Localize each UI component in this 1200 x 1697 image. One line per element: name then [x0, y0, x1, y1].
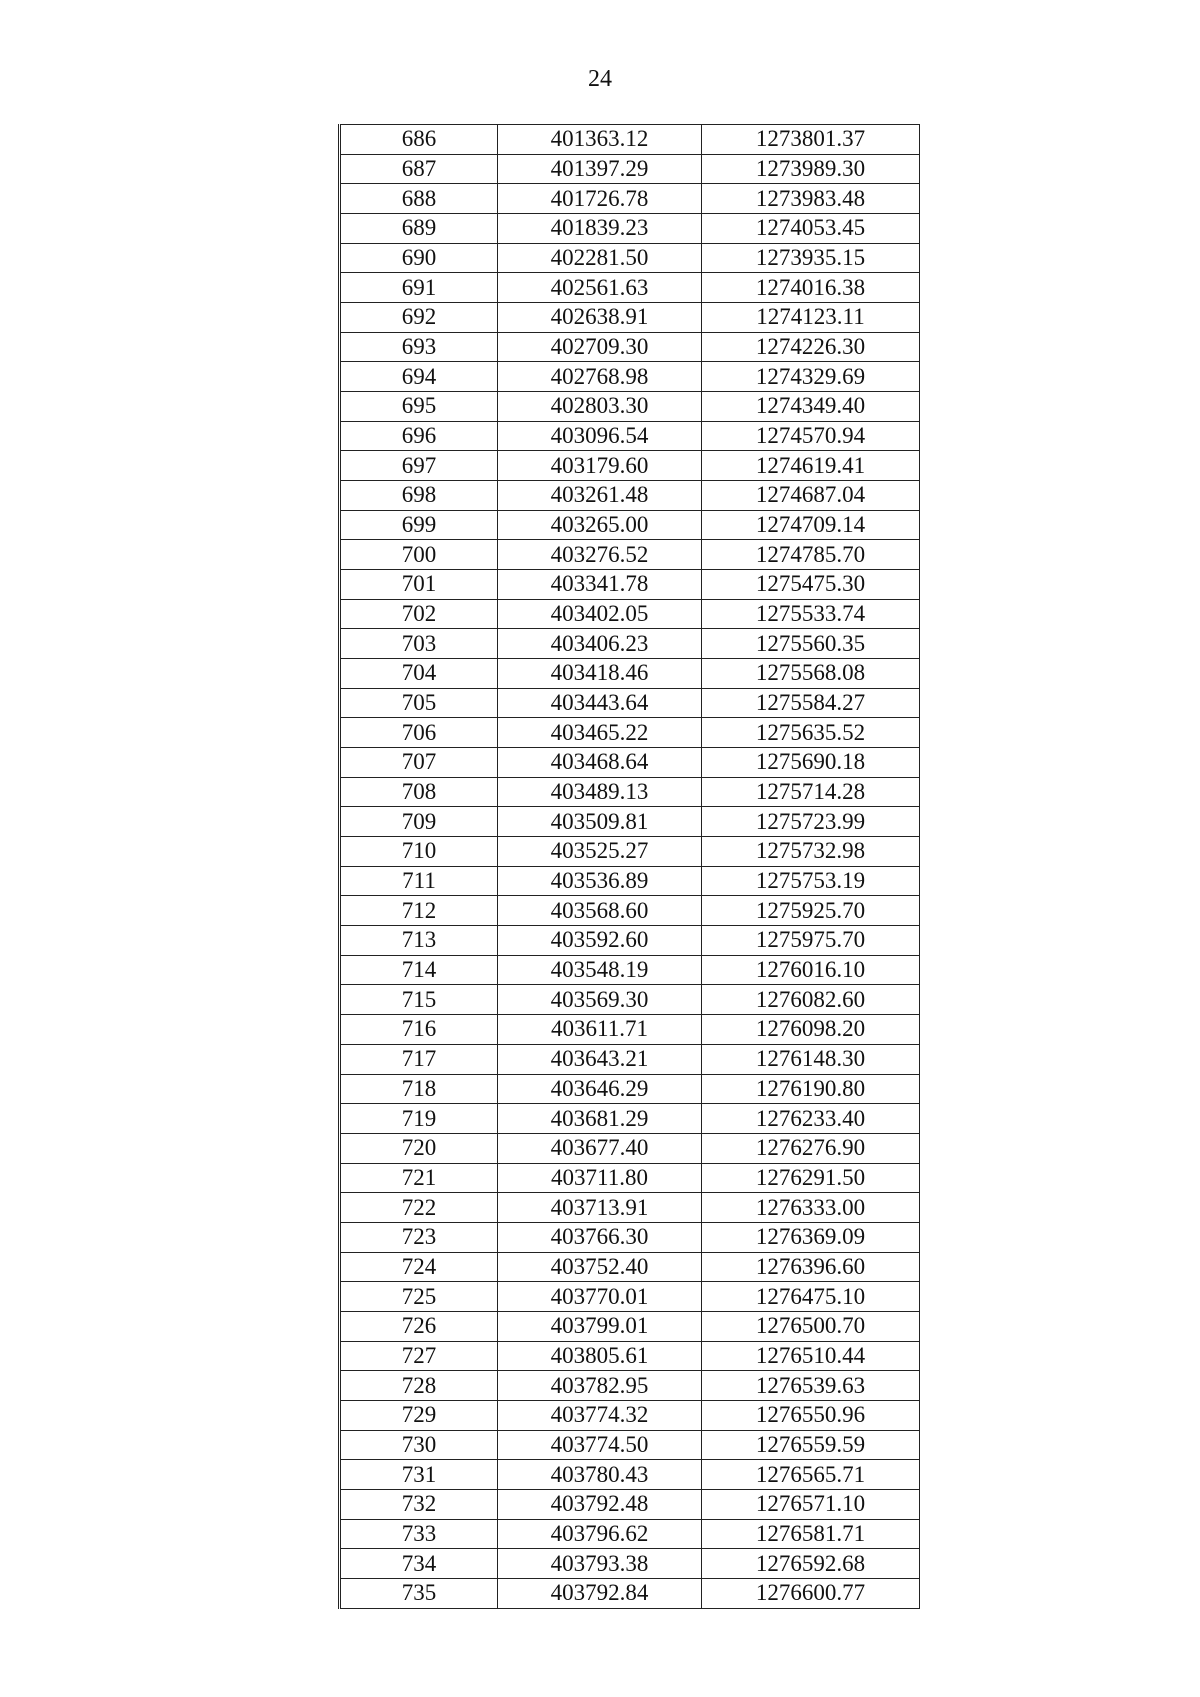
- point-number-cell: 730: [340, 1430, 498, 1460]
- table-row: [340, 1133, 920, 1163]
- y-coordinate-cell: 1274349.40: [702, 392, 920, 422]
- point-number-cell: 735: [340, 1578, 498, 1608]
- table-row: [340, 540, 920, 570]
- x-coordinate-cell: 403805.61: [498, 1341, 702, 1371]
- table-row: [340, 1460, 920, 1490]
- point-number-cell: 721: [340, 1163, 498, 1193]
- x-coordinate-cell: 403799.01: [498, 1311, 702, 1341]
- x-coordinate-cell: 403646.29: [498, 1074, 702, 1104]
- point-number-cell: 696: [340, 421, 498, 451]
- y-coordinate-cell: 1276581.71: [702, 1519, 920, 1549]
- y-coordinate-cell: 1274329.69: [702, 362, 920, 392]
- table-row: [340, 985, 920, 1015]
- table-row: [340, 1044, 920, 1074]
- point-number-cell: 728: [340, 1371, 498, 1401]
- point-number-cell: 695: [340, 392, 498, 422]
- table-row: [340, 688, 920, 718]
- x-coordinate-cell: 403681.29: [498, 1104, 702, 1134]
- point-number-cell: 711: [340, 866, 498, 896]
- point-number-cell: 692: [340, 303, 498, 333]
- table-row: [340, 332, 920, 362]
- table-row: [340, 629, 920, 659]
- point-number-cell: 691: [340, 273, 498, 303]
- x-coordinate-cell: 403713.91: [498, 1193, 702, 1223]
- point-number-cell: 734: [340, 1549, 498, 1579]
- y-coordinate-cell: 1273989.30: [702, 154, 920, 184]
- point-number-cell: 706: [340, 718, 498, 748]
- point-number-cell: 712: [340, 896, 498, 926]
- x-coordinate-cell: 403774.50: [498, 1430, 702, 1460]
- point-number-cell: 694: [340, 362, 498, 392]
- x-coordinate-cell: 403796.62: [498, 1519, 702, 1549]
- x-coordinate-cell: 403465.22: [498, 718, 702, 748]
- y-coordinate-cell: 1276016.10: [702, 955, 920, 985]
- x-coordinate-cell: 403418.46: [498, 659, 702, 689]
- y-coordinate-cell: 1276600.77: [702, 1578, 920, 1608]
- table-row: [340, 837, 920, 867]
- x-coordinate-cell: 403525.27: [498, 837, 702, 867]
- x-coordinate-cell: 401363.12: [498, 125, 702, 155]
- y-coordinate-cell: 1274053.45: [702, 214, 920, 244]
- table-row: [340, 1578, 920, 1608]
- point-number-cell: 689: [340, 214, 498, 244]
- point-number-cell: 703: [340, 629, 498, 659]
- point-number-cell: 702: [340, 599, 498, 629]
- x-coordinate-cell: 402638.91: [498, 303, 702, 333]
- point-number-cell: 722: [340, 1193, 498, 1223]
- x-coordinate-cell: 402281.50: [498, 243, 702, 273]
- y-coordinate-cell: 1276592.68: [702, 1549, 920, 1579]
- x-coordinate-cell: 403261.48: [498, 481, 702, 511]
- point-number-cell: 686: [340, 125, 498, 155]
- point-number-cell: 724: [340, 1252, 498, 1282]
- y-coordinate-cell: 1276190.80: [702, 1074, 920, 1104]
- y-coordinate-cell: 1276539.63: [702, 1371, 920, 1401]
- y-coordinate-cell: 1276571.10: [702, 1489, 920, 1519]
- x-coordinate-cell: 402803.30: [498, 392, 702, 422]
- x-coordinate-cell: 403443.64: [498, 688, 702, 718]
- table-row: [340, 451, 920, 481]
- y-coordinate-cell: 1275925.70: [702, 896, 920, 926]
- x-coordinate-cell: 401397.29: [498, 154, 702, 184]
- point-number-cell: 731: [340, 1460, 498, 1490]
- y-coordinate-cell: 1275584.27: [702, 688, 920, 718]
- x-coordinate-cell: 403265.00: [498, 510, 702, 540]
- x-coordinate-cell: 403770.01: [498, 1282, 702, 1312]
- point-number-cell: 716: [340, 1015, 498, 1045]
- table-row: [340, 807, 920, 837]
- x-coordinate-cell: 403774.32: [498, 1400, 702, 1430]
- point-number-cell: 727: [340, 1341, 498, 1371]
- x-coordinate-cell: 403780.43: [498, 1460, 702, 1490]
- y-coordinate-cell: 1276233.40: [702, 1104, 920, 1134]
- table-row: [340, 1163, 920, 1193]
- x-coordinate-cell: 403793.38: [498, 1549, 702, 1579]
- point-number-cell: 732: [340, 1489, 498, 1519]
- x-coordinate-cell: 403406.23: [498, 629, 702, 659]
- point-number-cell: 729: [340, 1400, 498, 1430]
- y-coordinate-cell: 1276510.44: [702, 1341, 920, 1371]
- point-number-cell: 701: [340, 570, 498, 600]
- x-coordinate-cell: 403341.78: [498, 570, 702, 600]
- table-row: [340, 273, 920, 303]
- x-coordinate-cell: 401839.23: [498, 214, 702, 244]
- point-number-cell: 708: [340, 777, 498, 807]
- x-coordinate-cell: 402768.98: [498, 362, 702, 392]
- coordinates-table: [338, 124, 920, 1609]
- table-row: [340, 777, 920, 807]
- y-coordinate-cell: 1274016.38: [702, 273, 920, 303]
- y-coordinate-cell: 1274687.04: [702, 481, 920, 511]
- y-coordinate-cell: 1276082.60: [702, 985, 920, 1015]
- point-number-cell: 710: [340, 837, 498, 867]
- x-coordinate-cell: 403643.21: [498, 1044, 702, 1074]
- table-row: [340, 214, 920, 244]
- y-coordinate-cell: 1275533.74: [702, 599, 920, 629]
- y-coordinate-cell: 1275690.18: [702, 748, 920, 778]
- point-number-cell: 704: [340, 659, 498, 689]
- table-row: [340, 362, 920, 392]
- y-coordinate-cell: 1275560.35: [702, 629, 920, 659]
- x-coordinate-cell: 403752.40: [498, 1252, 702, 1282]
- x-coordinate-cell: 403468.64: [498, 748, 702, 778]
- x-coordinate-cell: 403489.13: [498, 777, 702, 807]
- y-coordinate-cell: 1276565.71: [702, 1460, 920, 1490]
- y-coordinate-cell: 1273801.37: [702, 125, 920, 155]
- x-coordinate-cell: 403677.40: [498, 1133, 702, 1163]
- x-coordinate-cell: 403569.30: [498, 985, 702, 1015]
- table-row: [340, 154, 920, 184]
- x-coordinate-cell: 403276.52: [498, 540, 702, 570]
- x-coordinate-cell: 401726.78: [498, 184, 702, 214]
- page-number: 24: [588, 66, 612, 92]
- x-coordinate-cell: 403179.60: [498, 451, 702, 481]
- point-number-cell: 714: [340, 955, 498, 985]
- x-coordinate-cell: 403611.71: [498, 1015, 702, 1045]
- table-row: [340, 1549, 920, 1579]
- point-number-cell: 709: [340, 807, 498, 837]
- table-row: [340, 243, 920, 273]
- table-row: [340, 1282, 920, 1312]
- x-coordinate-cell: 403568.60: [498, 896, 702, 926]
- y-coordinate-cell: 1274123.11: [702, 303, 920, 333]
- y-coordinate-cell: 1274785.70: [702, 540, 920, 570]
- point-number-cell: 733: [340, 1519, 498, 1549]
- table-row: [340, 1252, 920, 1282]
- y-coordinate-cell: 1276500.70: [702, 1311, 920, 1341]
- y-coordinate-cell: 1276550.96: [702, 1400, 920, 1430]
- y-coordinate-cell: 1276276.90: [702, 1133, 920, 1163]
- table-row: [340, 1400, 920, 1430]
- coordinates-table-body: [340, 125, 920, 1609]
- table-row: [340, 659, 920, 689]
- table-row: [340, 1371, 920, 1401]
- table-row: [340, 1311, 920, 1341]
- y-coordinate-cell: 1274709.14: [702, 510, 920, 540]
- point-number-cell: 698: [340, 481, 498, 511]
- table-row: [340, 392, 920, 422]
- table-row: [340, 421, 920, 451]
- x-coordinate-cell: 402561.63: [498, 273, 702, 303]
- point-number-cell: 718: [340, 1074, 498, 1104]
- x-coordinate-cell: 403766.30: [498, 1222, 702, 1252]
- y-coordinate-cell: 1276148.30: [702, 1044, 920, 1074]
- x-coordinate-cell: 403792.84: [498, 1578, 702, 1608]
- point-number-cell: 687: [340, 154, 498, 184]
- point-number-cell: 719: [340, 1104, 498, 1134]
- point-number-cell: 697: [340, 451, 498, 481]
- y-coordinate-cell: 1276333.00: [702, 1193, 920, 1223]
- table-row: [340, 1430, 920, 1460]
- table-row: [340, 718, 920, 748]
- point-number-cell: 690: [340, 243, 498, 273]
- table-row: [340, 955, 920, 985]
- table-row: [340, 1341, 920, 1371]
- y-coordinate-cell: 1276098.20: [702, 1015, 920, 1045]
- y-coordinate-cell: 1275723.99: [702, 807, 920, 837]
- y-coordinate-cell: 1273935.15: [702, 243, 920, 273]
- table-row: [340, 926, 920, 956]
- point-number-cell: 715: [340, 985, 498, 1015]
- point-number-cell: 699: [340, 510, 498, 540]
- x-coordinate-cell: 403096.54: [498, 421, 702, 451]
- table-row: [340, 570, 920, 600]
- y-coordinate-cell: 1276291.50: [702, 1163, 920, 1193]
- x-coordinate-cell: 403592.60: [498, 926, 702, 956]
- x-coordinate-cell: 402709.30: [498, 332, 702, 362]
- y-coordinate-cell: 1274619.41: [702, 451, 920, 481]
- table-row: [340, 510, 920, 540]
- table-row: [340, 866, 920, 896]
- table-row: [340, 1104, 920, 1134]
- y-coordinate-cell: 1276559.59: [702, 1430, 920, 1460]
- y-coordinate-cell: 1276475.10: [702, 1282, 920, 1312]
- y-coordinate-cell: 1275753.19: [702, 866, 920, 896]
- table-row: [340, 1193, 920, 1223]
- x-coordinate-cell: 403536.89: [498, 866, 702, 896]
- point-number-cell: 688: [340, 184, 498, 214]
- point-number-cell: 726: [340, 1311, 498, 1341]
- x-coordinate-cell: 403711.80: [498, 1163, 702, 1193]
- table-row: [340, 599, 920, 629]
- table-row: [340, 896, 920, 926]
- y-coordinate-cell: 1273983.48: [702, 184, 920, 214]
- y-coordinate-cell: 1275568.08: [702, 659, 920, 689]
- y-coordinate-cell: 1276396.60: [702, 1252, 920, 1282]
- table-row: [340, 303, 920, 333]
- table-row: [340, 1015, 920, 1045]
- point-number-cell: 720: [340, 1133, 498, 1163]
- y-coordinate-cell: 1275714.28: [702, 777, 920, 807]
- x-coordinate-cell: 403509.81: [498, 807, 702, 837]
- point-number-cell: 725: [340, 1282, 498, 1312]
- y-coordinate-cell: 1275975.70: [702, 926, 920, 956]
- table-row: [340, 1519, 920, 1549]
- y-coordinate-cell: 1274570.94: [702, 421, 920, 451]
- y-coordinate-cell: 1275732.98: [702, 837, 920, 867]
- y-coordinate-cell: 1275635.52: [702, 718, 920, 748]
- table-row: [340, 1074, 920, 1104]
- table-row: [340, 748, 920, 778]
- table-row: [340, 184, 920, 214]
- point-number-cell: 693: [340, 332, 498, 362]
- x-coordinate-cell: 403548.19: [498, 955, 702, 985]
- point-number-cell: 705: [340, 688, 498, 718]
- point-number-cell: 700: [340, 540, 498, 570]
- x-coordinate-cell: 403792.48: [498, 1489, 702, 1519]
- table-row: [340, 125, 920, 155]
- table-row: [340, 481, 920, 511]
- x-coordinate-cell: 403782.95: [498, 1371, 702, 1401]
- table-row: [340, 1489, 920, 1519]
- point-number-cell: 723: [340, 1222, 498, 1252]
- point-number-cell: 707: [340, 748, 498, 778]
- x-coordinate-cell: 403402.05: [498, 599, 702, 629]
- y-coordinate-cell: 1276369.09: [702, 1222, 920, 1252]
- y-coordinate-cell: 1274226.30: [702, 332, 920, 362]
- point-number-cell: 713: [340, 926, 498, 956]
- y-coordinate-cell: 1275475.30: [702, 570, 920, 600]
- point-number-cell: 717: [340, 1044, 498, 1074]
- table-row: [340, 1222, 920, 1252]
